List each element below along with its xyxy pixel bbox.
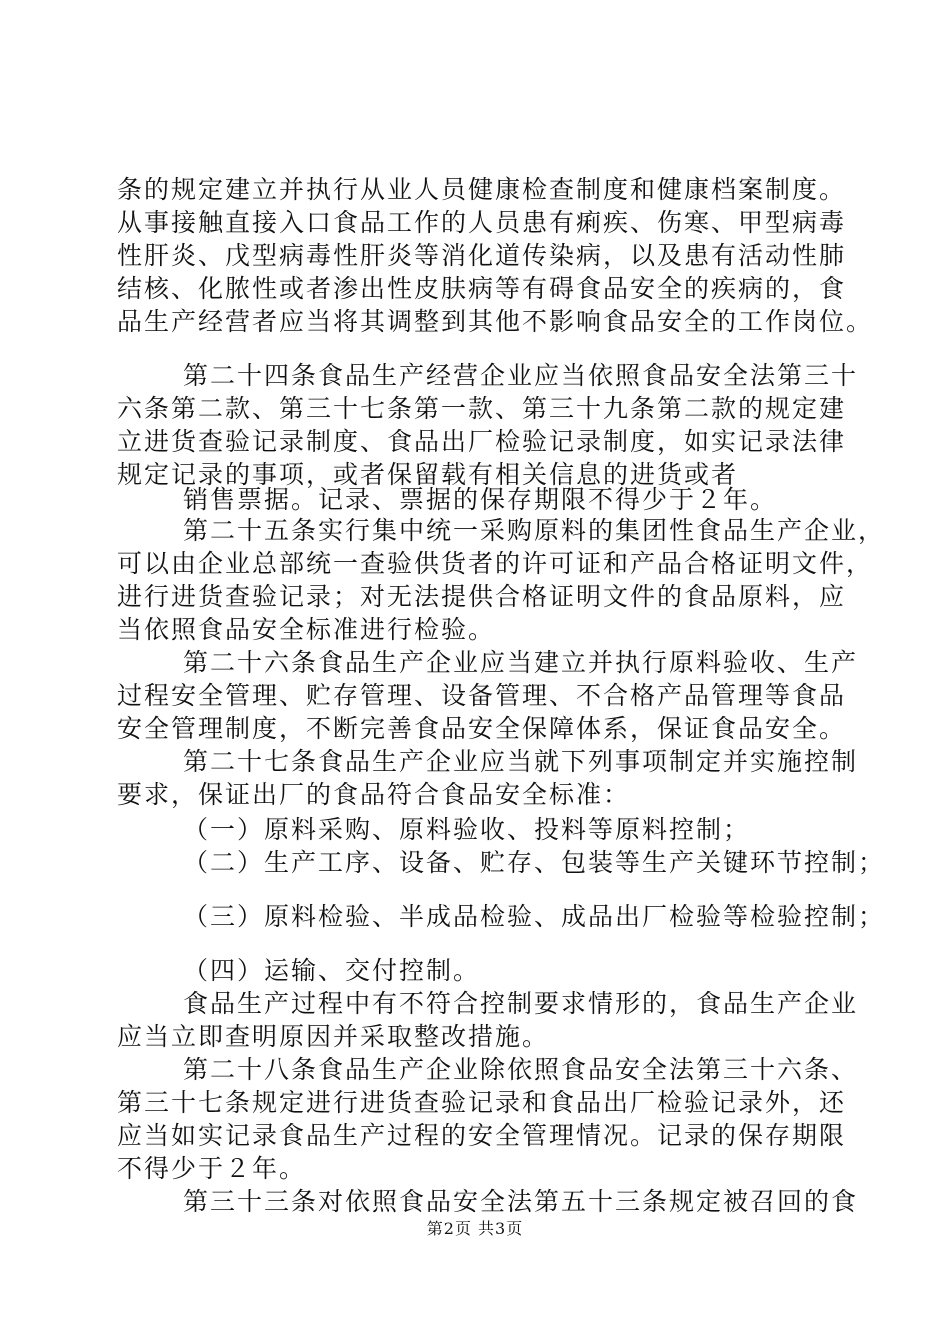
text-line: 第二十四条食品生产经营企业应当依照食品安全法第三十 <box>183 361 859 390</box>
text-line: 第二十七条食品生产企业应当就下列事项制定并实施控制 <box>183 747 859 776</box>
text-line: 过程安全管理、贮存管理、设备管理、不合格产品管理等食品 <box>117 681 847 710</box>
text-line: 第三十三条对依照食品安全法第五十三条规定被召回的食 <box>183 1187 859 1216</box>
text-line: 品生产经营者应当将其调整到其他不影响食品安全的工作岗位。 <box>117 307 874 336</box>
text-line: 规定记录的事项，或者保留载有相关信息的进货或者 <box>117 460 739 489</box>
text-line: （一）原料采购、原料验收、投料等原料控制； <box>183 815 751 844</box>
text-line: 第二十五条实行集中统一采购原料的集团性食品生产企业， <box>183 516 886 545</box>
text-line: 第二十八条食品生产企业除依照食品安全法第三十六条、 <box>183 1055 859 1084</box>
text-line: 条的规定建立并执行从业人员健康检查制度和健康档案制度。 <box>117 175 847 204</box>
text-line: 六条第二款、第三十七条第一款、第三十九条第二款的规定建 <box>117 394 847 423</box>
text-line: 可以由企业总部统一查验供货者的许可证和产品合格证明文件， <box>117 549 874 578</box>
text-line: 进行进货查验记录；对无法提供合格证明文件的食品原料，应 <box>117 582 847 611</box>
text-line: 应当立即查明原因并采取整改措施。 <box>117 1022 550 1051</box>
text-line: （三）原料检验、半成品检验、成品出厂检验等检验控制； <box>183 902 886 931</box>
text-line: 性肝炎、戊型病毒性肝炎等消化道传染病，以及患有活动性肺 <box>117 241 847 270</box>
text-line: 要求，保证出厂的食品符合食品安全标准： <box>117 780 631 809</box>
text-line: 应当如实记录食品生产过程的安全管理情况。记录的保存期限 <box>117 1121 847 1150</box>
text-line: 从事接触直接入口食品工作的人员患有痢疾、伤寒、甲型病毒 <box>117 208 847 237</box>
text-line: 第二十六条食品生产企业应当建立并执行原料验收、生产 <box>183 648 859 677</box>
text-line: （二）生产工序、设备、贮存、包装等生产关键环节控制； <box>183 848 886 877</box>
text-line: 第三十七条规定进行进货查验记录和食品出厂检验记录外，还 <box>117 1088 847 1117</box>
text-line: 销售票据。记录、票据的保存期限不得少于２年。 <box>183 485 778 514</box>
text-line: 当依照食品安全标准进行检验。 <box>117 615 496 644</box>
text-line: 结核、化脓性或者渗出性皮肤病等有碍食品安全的疾病的，食 <box>117 274 847 303</box>
text-line: 安全管理制度，不断完善食品安全保障体系，保证食品安全。 <box>117 714 847 743</box>
text-line: 不得少于２年。 <box>117 1154 307 1183</box>
text-line: 立进货查验记录制度、食品出厂检验记录制度，如实记录法律 <box>117 427 847 456</box>
page-footer: 第2页 共3页 <box>426 1219 524 1238</box>
text-line: （四）运输、交付控制。 <box>183 956 481 985</box>
text-line: 食品生产过程中有不符合控制要求情形的，食品生产企业 <box>183 989 859 1018</box>
